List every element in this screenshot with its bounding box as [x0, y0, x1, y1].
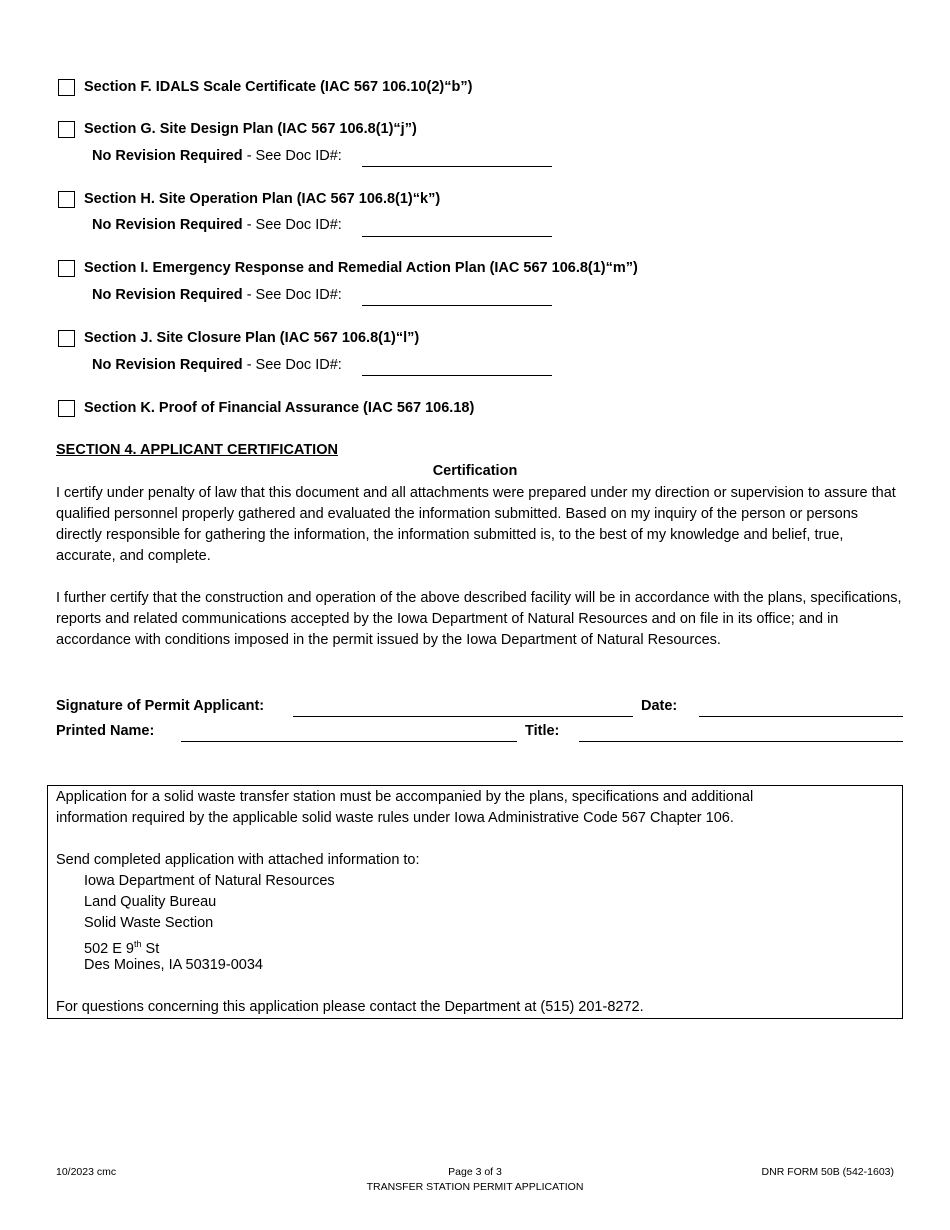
- contact-text: For questions concerning this application please contact the Department at (515) 201-8272.: [56, 999, 644, 1015]
- address-line-3: Solid Waste Section: [84, 915, 214, 931]
- section-i-doc-id-field[interactable]: [362, 305, 552, 306]
- date-field[interactable]: [699, 716, 903, 717]
- certification-title: Certification: [432, 463, 518, 479]
- section-i-no-revision: No Revision Required - See Doc ID#:: [92, 287, 342, 303]
- printed-name-label: Printed Name:: [56, 723, 155, 739]
- section-f-title: Section F. IDALS Scale Certificate (IAC 567 106.10(2)“b”): [84, 79, 473, 95]
- signature-field[interactable]: [293, 716, 633, 717]
- section-h-doc-id-field[interactable]: [362, 236, 552, 237]
- address-line-2: Land Quality Bureau: [84, 894, 217, 910]
- info-line-2: information required by the applicable solid waste rules under Iowa Administrative Code 567 Chapter 106.: [56, 810, 734, 826]
- printed-name-field[interactable]: [181, 741, 517, 742]
- footer-date-code: 10/2023 cmc: [56, 1166, 117, 1178]
- section-k-title: Section K. Proof of Financial Assurance (IAC 567 106.18): [84, 400, 475, 416]
- footer-form-number: DNR FORM 50B (542-1603): [761, 1166, 894, 1178]
- section-j-no-revision: No Revision Required - See Doc ID#:: [92, 357, 342, 373]
- checkbox-section-g[interactable]: [58, 121, 75, 138]
- certification-paragraph-1: I certify under penalty of law that this document and all attachments were prepared under my direction or supervision to assure that qualified personnel properly gathered and evaluated the information submitted. Based on my inquiry of the person or persons directly responsible for gathering the information, the information submitted is, to the best of my knowledge and belief, true, accurate, and complete.: [56, 485, 896, 564]
- signature-label: Signature of Permit Applicant:: [56, 698, 265, 714]
- send-to-text: Send completed application with attached information to:: [56, 852, 420, 868]
- address-line-1: Iowa Department of Natural Resources: [84, 873, 335, 889]
- date-label: Date:: [641, 698, 678, 714]
- submission-info-box: [47, 785, 903, 1019]
- footer-form-title: TRANSFER STATION PERMIT APPLICATION: [366, 1181, 584, 1193]
- section-g-no-revision: No Revision Required - See Doc ID#:: [92, 148, 342, 164]
- certification-paragraph-2: I further certify that the construction and operation of the above described facility will be in accordance with the plans, specifications, reports and related communications accepted by the Iowa Department of Natural Resources and on file in its office; and in accordance with conditions imposed in the permit issued by the Iowa Department of Natural Resources.: [56, 590, 902, 648]
- section-h-title: Section H. Site Operation Plan (IAC 567 106.8(1)“k”): [84, 191, 441, 207]
- title-field[interactable]: [579, 741, 903, 742]
- section-h-no-revision: No Revision Required - See Doc ID#:: [92, 217, 342, 233]
- section-j-title: Section J. Site Closure Plan (IAC 567 106.8(1)“l”): [84, 330, 420, 346]
- section-g-doc-id-field[interactable]: [362, 166, 552, 167]
- address-line-5: Des Moines, IA 50319-0034: [84, 957, 263, 973]
- section-4-heading: SECTION 4. APPLICANT CERTIFICATION: [56, 442, 338, 458]
- footer-page-number: Page 3 of 3: [448, 1166, 502, 1178]
- checkbox-section-h[interactable]: [58, 191, 75, 208]
- address-line-4: 502 E 9th St: [84, 939, 160, 957]
- checkbox-section-f[interactable]: [58, 79, 75, 96]
- checkbox-section-i[interactable]: [58, 260, 75, 277]
- section-j-doc-id-field[interactable]: [362, 375, 552, 376]
- info-line-1: Application for a solid waste transfer station must be accompanied by the plans, specifications and additional: [56, 789, 754, 805]
- checkbox-section-k[interactable]: [58, 400, 75, 417]
- section-g-title: Section G. Site Design Plan (IAC 567 106.8(1)“j”): [84, 121, 417, 137]
- checkbox-section-j[interactable]: [58, 330, 75, 347]
- section-i-title: Section I. Emergency Response and Remedial Action Plan (IAC 567 106.8(1)“m”): [84, 260, 638, 276]
- title-label: Title:: [525, 723, 560, 739]
